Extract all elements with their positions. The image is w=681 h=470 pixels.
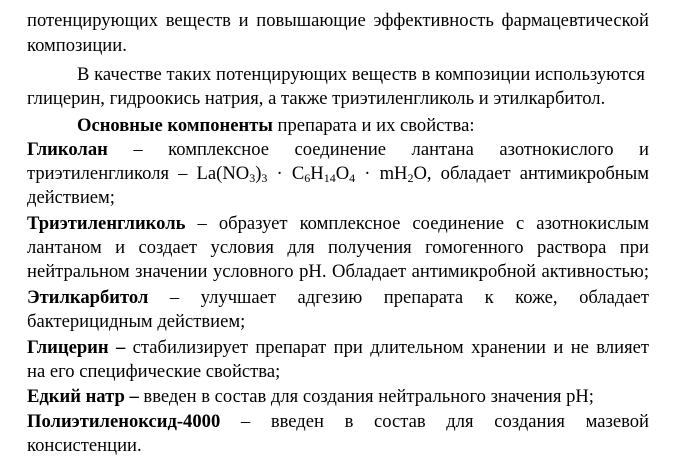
text-line-18: консистенции. <box>27 435 142 456</box>
text-line-10: лантаном и создает условия для получения гомогенного раствора при <box>27 237 649 258</box>
text-line-15: на его специфические свойства; <box>27 361 281 382</box>
formula-line: триэтиленгликоля – $La(NO_3)_3 \cdot C_6H_{14}O_4 \cdot mH_2O$, обладает антимикробным <box>27 163 649 185</box>
text-line-1: потенцирующих веществ и повышающие эффективность фармацевтической <box>27 10 649 31</box>
component-triethyleneglycol: Триэтиленгликоль – образует комплексное соединение с азотнокислым <box>27 213 649 234</box>
text-line-4: глицерин, гидроокись натрия, а также триэтиленгликоль и этилкарбитол. <box>27 88 606 109</box>
section-heading-line: Основные компоненты препарата и их свойства: <box>77 115 475 136</box>
text-line-2: композиции. <box>27 35 127 56</box>
component-caustic-soda: Едкий натр – введен в состав для создания нейтрального значения pH; <box>27 386 594 407</box>
component-polyethylene-oxide: Полиэтиленоксид-4000 – введен в состав для создания мазевой <box>27 411 649 432</box>
component-glikolan: Гликолан – комплексное соединение лантана азотнокислого и <box>27 139 649 160</box>
paragraph-indent-line: В качестве таких потенцирующих веществ в композиции используются <box>77 64 645 85</box>
text-line-11: нейтральном значении условного pH. Обладает антимикробной активностью; <box>27 261 649 282</box>
text-line-8: действием; <box>27 187 115 208</box>
component-ethylcarbitol: Этилкарбитол – улучшает адгезию препарата к коже, обладает <box>27 287 649 308</box>
component-glycerin: Глицерин – стабилизирует препарат при длительном хранении и не влияет <box>27 337 649 358</box>
text-line-13: бактерицидным действием; <box>27 311 246 332</box>
